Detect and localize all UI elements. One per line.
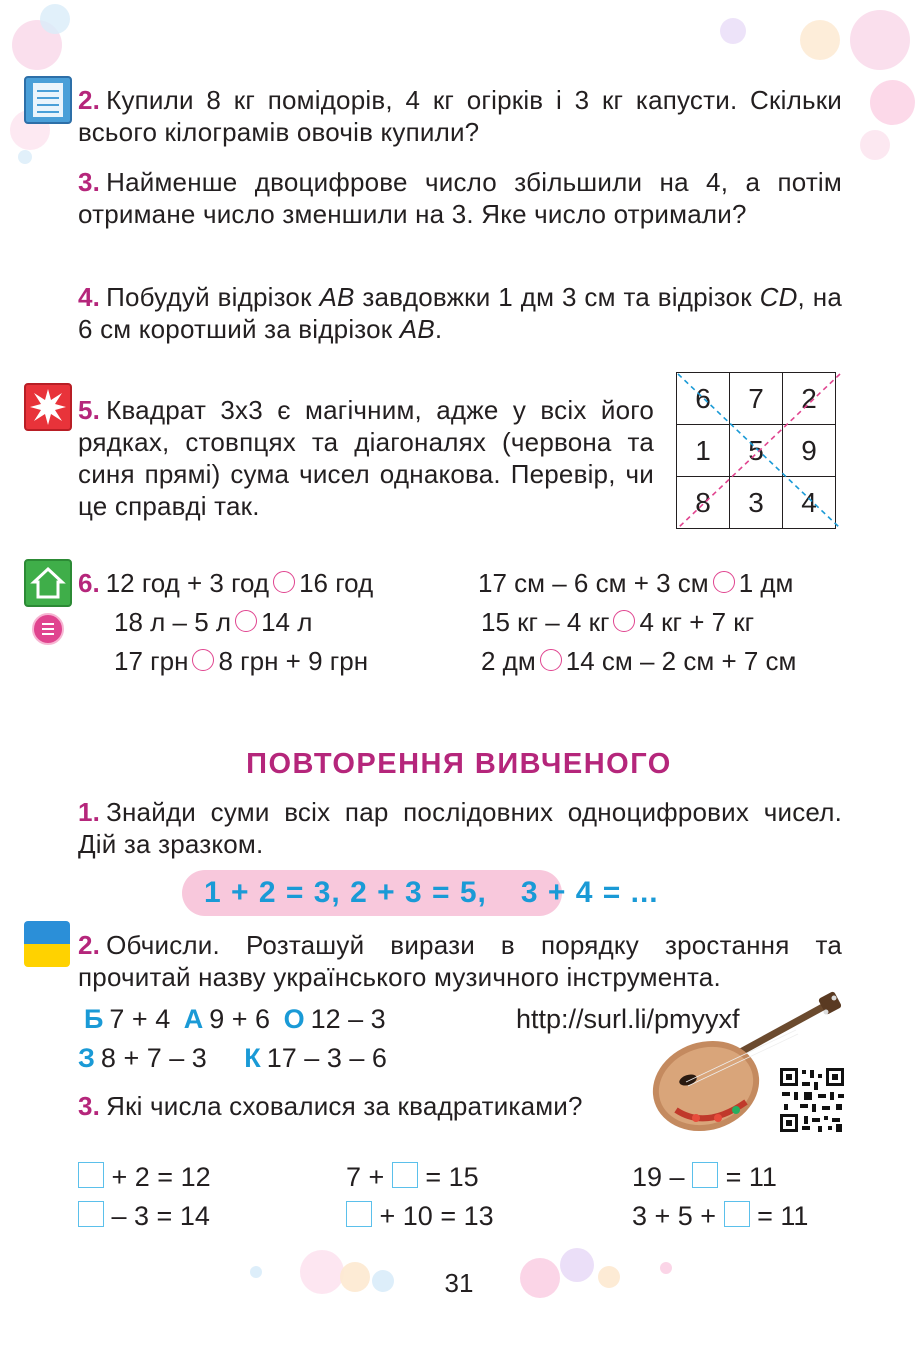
- page-number: 31: [444, 1268, 474, 1298]
- answer-box[interactable]: [724, 1201, 750, 1227]
- exercise-text: Купили 8 кг помідорів, 4 кг огірків і 3 кг капусти. Скільки всього кілограмів овочів купили?: [78, 85, 842, 147]
- text-part: , на 6 см коротший за відрізок: [78, 282, 842, 344]
- exercise-number: 6.: [78, 568, 100, 598]
- segment-label: AB: [399, 314, 435, 344]
- magic-cell: 7: [730, 373, 783, 425]
- compare-right: 8 грн + 9 грн: [218, 646, 369, 676]
- compare-right: 14 л: [261, 607, 313, 637]
- compare-left: 15 кг – 4 кг: [481, 607, 610, 637]
- equation-row: [78, 1197, 848, 1236]
- segment-label: AB: [319, 282, 355, 312]
- review-exercise-2: [78, 929, 842, 993]
- equation: [632, 1197, 808, 1236]
- qr-code-icon: [778, 1066, 846, 1134]
- compare-circle[interactable]: [273, 571, 295, 593]
- exercise-number: 3.: [78, 167, 101, 197]
- letter-b: Б: [84, 1004, 104, 1034]
- home-icon: [24, 559, 72, 607]
- notebook-icon: [24, 76, 72, 124]
- equation: [346, 1197, 494, 1236]
- review-exercise-1: [78, 796, 842, 860]
- expr: 9 + 6: [209, 1004, 271, 1034]
- expr: 12 – 3: [310, 1004, 386, 1034]
- compare-circle[interactable]: [235, 610, 257, 632]
- answer-box[interactable]: [78, 1201, 104, 1227]
- answer-box[interactable]: [692, 1162, 718, 1188]
- equation-row: [78, 1158, 848, 1197]
- equation: [78, 1197, 210, 1236]
- equation: [346, 1158, 479, 1197]
- magic-cell: 6: [677, 373, 730, 425]
- compare-left: 17 грн: [114, 646, 189, 676]
- compare-circle[interactable]: [192, 649, 214, 671]
- compare-right: 1 дм: [738, 568, 794, 598]
- magic-cell: 1: [677, 425, 730, 477]
- exercise-6-row: [78, 564, 848, 603]
- segment-label: CD: [759, 282, 798, 312]
- exercise-text: Обчисли. Розташуй вирази в порядку зростання та прочитай назву українського музичного інструмента.: [78, 930, 842, 992]
- compare-left: 18 л – 5 л: [114, 607, 232, 637]
- expr: 17 – 3 – 6: [266, 1043, 387, 1073]
- expr-row: [84, 1000, 584, 1039]
- text-part: завдовжки 1 дм 3 см та відрізок: [354, 282, 760, 312]
- exercise-text: Які числа сховалися за квадратиками?: [106, 1091, 583, 1121]
- exercise-text: Квадрат 3х3 є магічним, адже у всіх його рядках, стовпцях та діагоналях (червона та синя прямі) сума чисел однакова. Перевір, чи це справді так.: [78, 395, 654, 521]
- exercise-3: [78, 166, 842, 230]
- exercise-4: [78, 281, 842, 345]
- magic-cell: 9: [783, 425, 836, 477]
- answer-box[interactable]: [78, 1162, 104, 1188]
- exercise-number: 5.: [78, 395, 101, 425]
- magic-square: [676, 372, 836, 529]
- magic-cell: 5: [730, 425, 783, 477]
- letter-expressions: [78, 1000, 584, 1078]
- expr: 7 + 4: [109, 1004, 171, 1034]
- exercise-number: 4.: [78, 282, 101, 312]
- exercise-6: [78, 564, 848, 681]
- exercise-6-row: [78, 603, 848, 642]
- magic-cell: 4: [783, 477, 836, 529]
- expr-row: [78, 1039, 584, 1078]
- magic-cell: 2: [783, 373, 836, 425]
- equation-text: 7 +: [346, 1162, 385, 1192]
- exercise-number: 3.: [78, 1091, 101, 1121]
- compare-right: 4 кг + 7 кг: [639, 607, 755, 637]
- compare-left: 2 дм: [481, 646, 536, 676]
- magic-cell: 8: [677, 477, 730, 529]
- exercise-number: 2.: [78, 930, 101, 960]
- section-title: ПОВТОРЕННЯ ВИВЧЕНОГО: [246, 748, 672, 780]
- text-part: .: [434, 314, 443, 344]
- expr: 8 + 7 – 3: [100, 1043, 207, 1073]
- equation: [78, 1158, 211, 1197]
- equation-text: = 15: [425, 1162, 479, 1192]
- exercise-number: 2.: [78, 85, 101, 115]
- equation-text: + 10 = 13: [379, 1201, 494, 1231]
- exercise-5: [78, 394, 654, 522]
- exercise-text: Знайди суми всіх пар послідовних одноцифрових чисел. Дій за зразком.: [78, 797, 842, 859]
- star-burst-icon: [24, 383, 72, 431]
- letter-k: К: [244, 1043, 261, 1073]
- compare-left: 17 см – 6 см + 3 см: [478, 568, 709, 598]
- equation-text: 3 + 5 +: [632, 1201, 717, 1231]
- letter-a: А: [183, 1004, 204, 1034]
- compare-left: 12 год + 3 год: [105, 568, 270, 598]
- equation-text: + 2 = 12: [111, 1162, 211, 1192]
- ukraine-flag-icon: [24, 921, 70, 967]
- text-part: Побудуй відрізок: [106, 282, 320, 312]
- answer-box[interactable]: [346, 1201, 372, 1227]
- exercise-2: [78, 84, 842, 148]
- compare-circle[interactable]: [613, 610, 635, 632]
- magic-cell: 3: [730, 477, 783, 529]
- compare-circle[interactable]: [713, 571, 735, 593]
- equation-text: – 3 = 14: [111, 1201, 210, 1231]
- compare-right: 14 см – 2 см + 7 см: [565, 646, 797, 676]
- exercise-number: 1.: [78, 797, 101, 827]
- compare-circle[interactable]: [540, 649, 562, 671]
- review-exercise-3: [78, 1090, 628, 1122]
- resource-link[interactable]: http://surl.li/pmyyxf: [516, 1004, 740, 1034]
- exercise-6-row: [78, 642, 848, 681]
- sample-task: 3 + 4 = ...: [520, 876, 659, 909]
- sample-example: 1 + 2 = 3, 2 + 3 = 5,: [204, 876, 487, 909]
- equation: [632, 1158, 777, 1197]
- letter-z: З: [78, 1043, 95, 1073]
- sample-line: [204, 876, 659, 910]
- answer-box[interactable]: [392, 1162, 418, 1188]
- brain-icon: [32, 613, 64, 645]
- letter-o: О: [283, 1004, 305, 1034]
- exercise-text: Найменше двоцифрове число збільшили на 4, а потім отримане число зменшили на 3. Яке число отримали?: [78, 167, 842, 229]
- equation-text: 19 –: [632, 1162, 685, 1192]
- magic-diagonals: [676, 372, 842, 530]
- hidden-number-equations: [78, 1158, 848, 1236]
- equation-text: = 11: [757, 1201, 809, 1231]
- compare-right: 16 год: [299, 568, 374, 598]
- equation-text: = 11: [725, 1162, 777, 1192]
